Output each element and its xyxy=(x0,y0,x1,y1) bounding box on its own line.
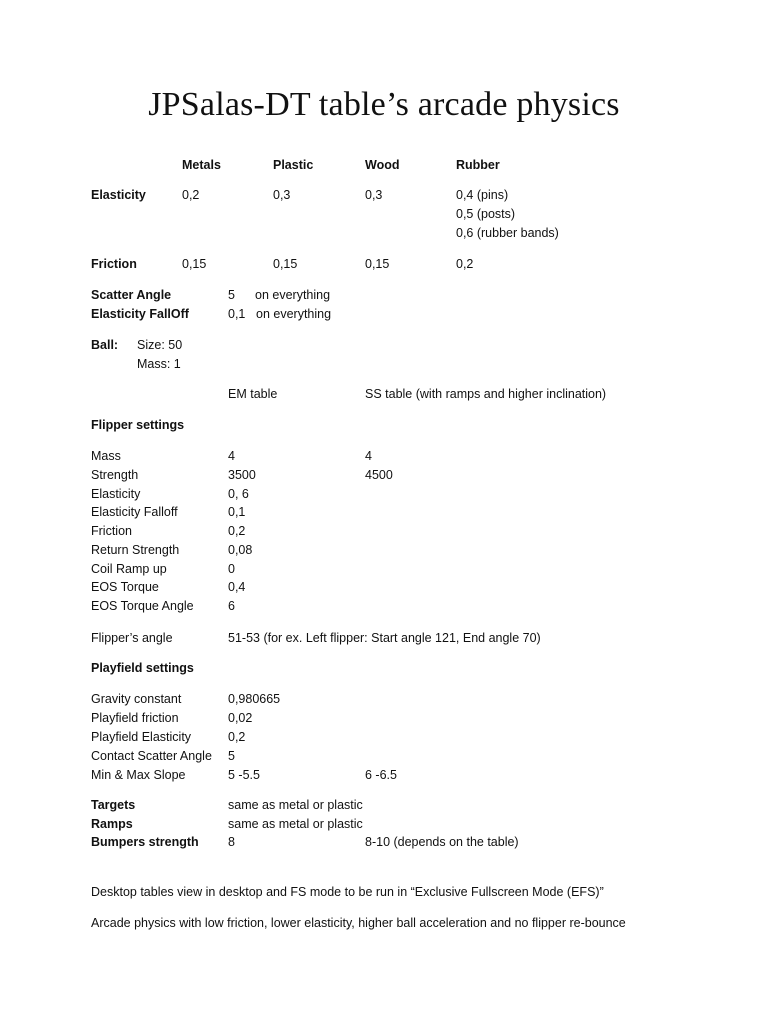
playfield-row-label: Gravity constant xyxy=(91,692,182,706)
flipper-row-em: 0,08 xyxy=(228,543,253,557)
ball-size: Size: 50 xyxy=(137,338,183,352)
elasticity-wood: 0,3 xyxy=(365,188,383,202)
flipper-row-label: Coil Ramp up xyxy=(91,562,167,576)
flipper-row-em: 6 xyxy=(228,599,235,613)
playfield-row-em: 0,980665 xyxy=(228,692,281,706)
flipper-row-em: 0 xyxy=(228,562,235,576)
friction-metals: 0,15 xyxy=(182,257,207,271)
playfield-row-em: 0,02 xyxy=(228,711,253,725)
flipper-row-label: Elasticity Falloff xyxy=(91,505,178,519)
header-plastic: Plastic xyxy=(273,158,314,172)
scatter-angle-note: on everything xyxy=(255,288,331,302)
flipper-row-label: Return Strength xyxy=(91,543,180,557)
ramps-label: Ramps xyxy=(91,817,133,831)
em-table-header: EM table xyxy=(228,387,278,401)
playfield-row-em: 5 -5.5 xyxy=(228,768,260,782)
elasticity-plastic: 0,3 xyxy=(273,188,291,202)
playfield-row-label: Contact Scatter Angle xyxy=(91,749,212,763)
flipper-row-em: 0, 6 xyxy=(228,487,249,501)
flipper-row-ss: 4 xyxy=(365,449,372,463)
friction-plastic: 0,15 xyxy=(273,257,298,271)
flipper-row-label: Elasticity xyxy=(91,487,141,501)
targets-value: same as metal or plastic xyxy=(228,798,363,812)
elasticity-label: Elasticity xyxy=(91,188,146,202)
flipper-row-ss: 4500 xyxy=(365,468,393,482)
ball-mass: Mass: 1 xyxy=(137,357,181,371)
note-paragraph: Desktop tables view in desktop and FS mode to be run in “Exclusive Fullscreen Mode (EFS)” xyxy=(91,885,604,899)
bumpers-strength-em: 8 xyxy=(228,835,235,849)
ss-table-header: SS table (with ramps and higher inclination) xyxy=(365,387,607,401)
flipper-row-label: Strength xyxy=(91,468,139,482)
ball-label: Ball: xyxy=(91,338,119,352)
friction-wood: 0,15 xyxy=(365,257,390,271)
flipper-row-label: Friction xyxy=(91,524,132,538)
playfield-row-label: Playfield friction xyxy=(91,711,179,725)
page-title: JPSalas-DT table’s arcade physics xyxy=(148,86,620,123)
bumpers-strength-ss: 8-10 (depends on the table) xyxy=(365,835,519,849)
elasticity-falloff-label: Elasticity FallOff xyxy=(91,307,189,321)
flipper-angle-value: 51-53 (for ex. Left flipper: Start angle 121, End angle 70) xyxy=(228,631,541,645)
playfield-settings-heading: Playfield settings xyxy=(91,661,194,675)
playfield-row-em: 0,2 xyxy=(228,730,246,744)
flipper-row-label: EOS Torque Angle xyxy=(91,599,194,613)
flipper-row-em: 0,1 xyxy=(228,505,246,519)
elasticity-rubber-pins: 0,4 (pins) xyxy=(456,188,509,202)
header-metals: Metals xyxy=(182,158,221,172)
elasticity-falloff-note: on everything xyxy=(256,307,332,321)
flipper-row-em: 3500 xyxy=(228,468,256,482)
flipper-row-label: EOS Torque xyxy=(91,580,159,594)
flipper-row-label: Mass xyxy=(91,449,121,463)
friction-label: Friction xyxy=(91,257,137,271)
elasticity-metals: 0,2 xyxy=(182,188,200,202)
header-rubber: Rubber xyxy=(456,158,500,172)
elasticity-rubber-bands: 0,6 (rubber bands) xyxy=(456,226,559,240)
flipper-settings-heading: Flipper settings xyxy=(91,418,185,432)
elasticity-rubber-posts: 0,5 (posts) xyxy=(456,207,516,221)
ramps-value: same as metal or plastic xyxy=(228,817,363,831)
scatter-angle-label: Scatter Angle xyxy=(91,288,172,302)
playfield-row-label: Playfield Elasticity xyxy=(91,730,192,744)
header-wood: Wood xyxy=(365,158,400,172)
friction-rubber: 0,2 xyxy=(456,257,474,271)
elasticity-falloff-value: 0,1 xyxy=(228,307,246,321)
note-paragraph: Arcade physics with low friction, lower elasticity, higher ball acceleration and no flipper re-bounce xyxy=(91,916,626,930)
scatter-angle-value: 5 xyxy=(228,288,235,302)
targets-label: Targets xyxy=(91,798,136,812)
playfield-row-em: 5 xyxy=(228,749,235,763)
flipper-row-em: 0,2 xyxy=(228,524,246,538)
flipper-angle-label: Flipper’s angle xyxy=(91,631,173,645)
bumpers-strength-label: Bumpers strength xyxy=(91,835,199,849)
flipper-row-em: 0,4 xyxy=(228,580,246,594)
flipper-row-em: 4 xyxy=(228,449,235,463)
playfield-row-label: Min & Max Slope xyxy=(91,768,186,782)
playfield-row-ss: 6 -6.5 xyxy=(365,768,397,782)
